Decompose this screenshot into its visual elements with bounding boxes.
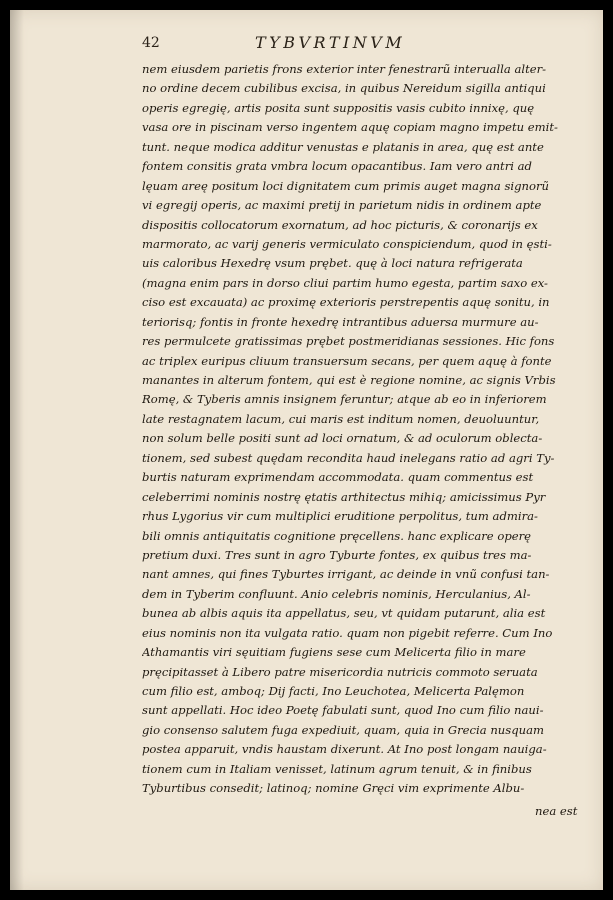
page-shadow [10,10,24,890]
running-head: TYBVRTINVM [255,33,406,52]
text-line: bili omnis antiquitatis cognitione pręcellens. hanc explicare operę [142,528,532,543]
text-line: rhus Lygorius vir cum multiplici eruditione perpolitus, tum admira- [142,509,538,524]
text-line: (magna enim pars in dorso cliui partim humo egesta, partim saxo ex- [142,275,548,290]
text-line: lęuam areę positum loci dignitatem cum primis auget magna signorũ [142,178,550,193]
text-line: cum filio est, amboq; Dij facti, Ino Leuchotea, Melicerta Palęmon [142,684,525,698]
text-line: nem eiusdem parietis frons exterior inter fenestrarũ interualla alter- [142,62,547,76]
text-line: dispositis collocatorum exornatum, ad hoc picturis, & coronarijs ex [142,217,538,232]
text-line: ciso est excauata) ac proximę exterioris perstrepentis aquę sonitu, in [142,295,550,310]
page-number: 42 [142,35,160,51]
text-line: sunt appellati. Hoc ideo Poetę fabulati sunt, quod Ino cum filio naui- [142,703,544,718]
text-line: fontem consitis grata vmbra locum opacantibus. Iam vero antri ad [142,159,532,174]
text-line: dem in Tyberim confluunt. Anio celebris nominis, Herculanius, Al- [142,586,531,601]
text-line: gio consenso salutem fuga expediuit, quam, quia in Grecia nusquam [142,722,545,737]
text-line: vasa ore in piscinam verso ingentem aquę copiam magno impetu emit- [142,120,558,135]
text-line: bunea ab albis aquis ita appellatus, seu, vt quidam putarunt, alia est [142,606,546,621]
text-line: ac triplex euripus cliuum transuersum secans, per quem aquę à fonte [142,353,552,368]
text-line: operis egregię, artis posita sunt suppositis vasis cubito innixę, quę [142,100,535,115]
text-line: burtis naturam exprimendam accommodata. quam commentus est [142,470,534,485]
text-line: late restagnatem lacum, cui maris est inditum nomen, deuoluuntur, [142,411,540,426]
text-line: res permulcete gratissimas prębet postmeridianas sessiones. Hic fons [142,334,555,349]
text-line: no ordine decem cubilibus excisa, in quibus Nereidum sigilla antiqui [142,81,546,96]
book-page [10,10,603,890]
text-line: Romę, & Tyberis amnis insignem feruntur; atque ab eo in inferiorem [142,392,547,407]
text-line: tionem cum in Italiam venisset, latinum agrum tenuit, & in finibus [142,761,532,776]
text-line: pretium duxi. Tres sunt in agro Tyburte fontes, ex quibus tres ma- [142,547,532,562]
text-line: marmorato, ac varij generis vermiculato conspiciendum, quod in ęsti- [142,236,552,251]
text-line: pręcipitasset à Libero patre misericordia nutricis commoto seruata [142,664,538,679]
text-line: Tyburtibus consedit; latinoq; nomine Gręci vim exprimente Albu- [142,781,525,796]
text-line: tunt. neque modica additur venustas e platanis in area, quę est ante [142,139,544,154]
text-line: celeberrimi nominis nostrę ętatis arthitectus mihiq; amicissimus Pyr [142,489,546,504]
text-line: vi egregij operis, ac maximi pretij in parietum nidis in ordinem apte [142,198,542,213]
text-line: postea apparuit, vndis haustam dixerunt. At Ino post longam nauiga- [142,742,547,757]
text-line: Athamantis viri sęuitiam fugiens sese cum Melicerta filio in mare [142,645,526,660]
text-line: uis caloribus Hexedrę vsum prębet. quę à loci natura refrigerata [142,256,523,271]
catchword: nea est [535,804,578,818]
body-text [142,60,580,799]
text-line: nant amnes, qui fines Tyburtes irrigant, ac deinde in vnũ confusi tan- [142,567,550,582]
text-line: tionem, sed subest quędam recondita haud inelegans ratio ad agri Ty- [142,450,555,465]
text-line: eius nominis non ita vulgata ratio. quam non pigebit referre. Cum Ino [142,625,553,640]
text-line: manantes in alterum fontem, qui est è regione nomine, ac signis Vrbis [142,373,556,387]
text-line: teriorisq; fontis in fronte hexedrę intrantibus aduersa murmure au- [142,314,539,329]
text-line: non solum belle positi sunt ad loci ornatum, & ad oculorum oblecta- [142,431,543,446]
